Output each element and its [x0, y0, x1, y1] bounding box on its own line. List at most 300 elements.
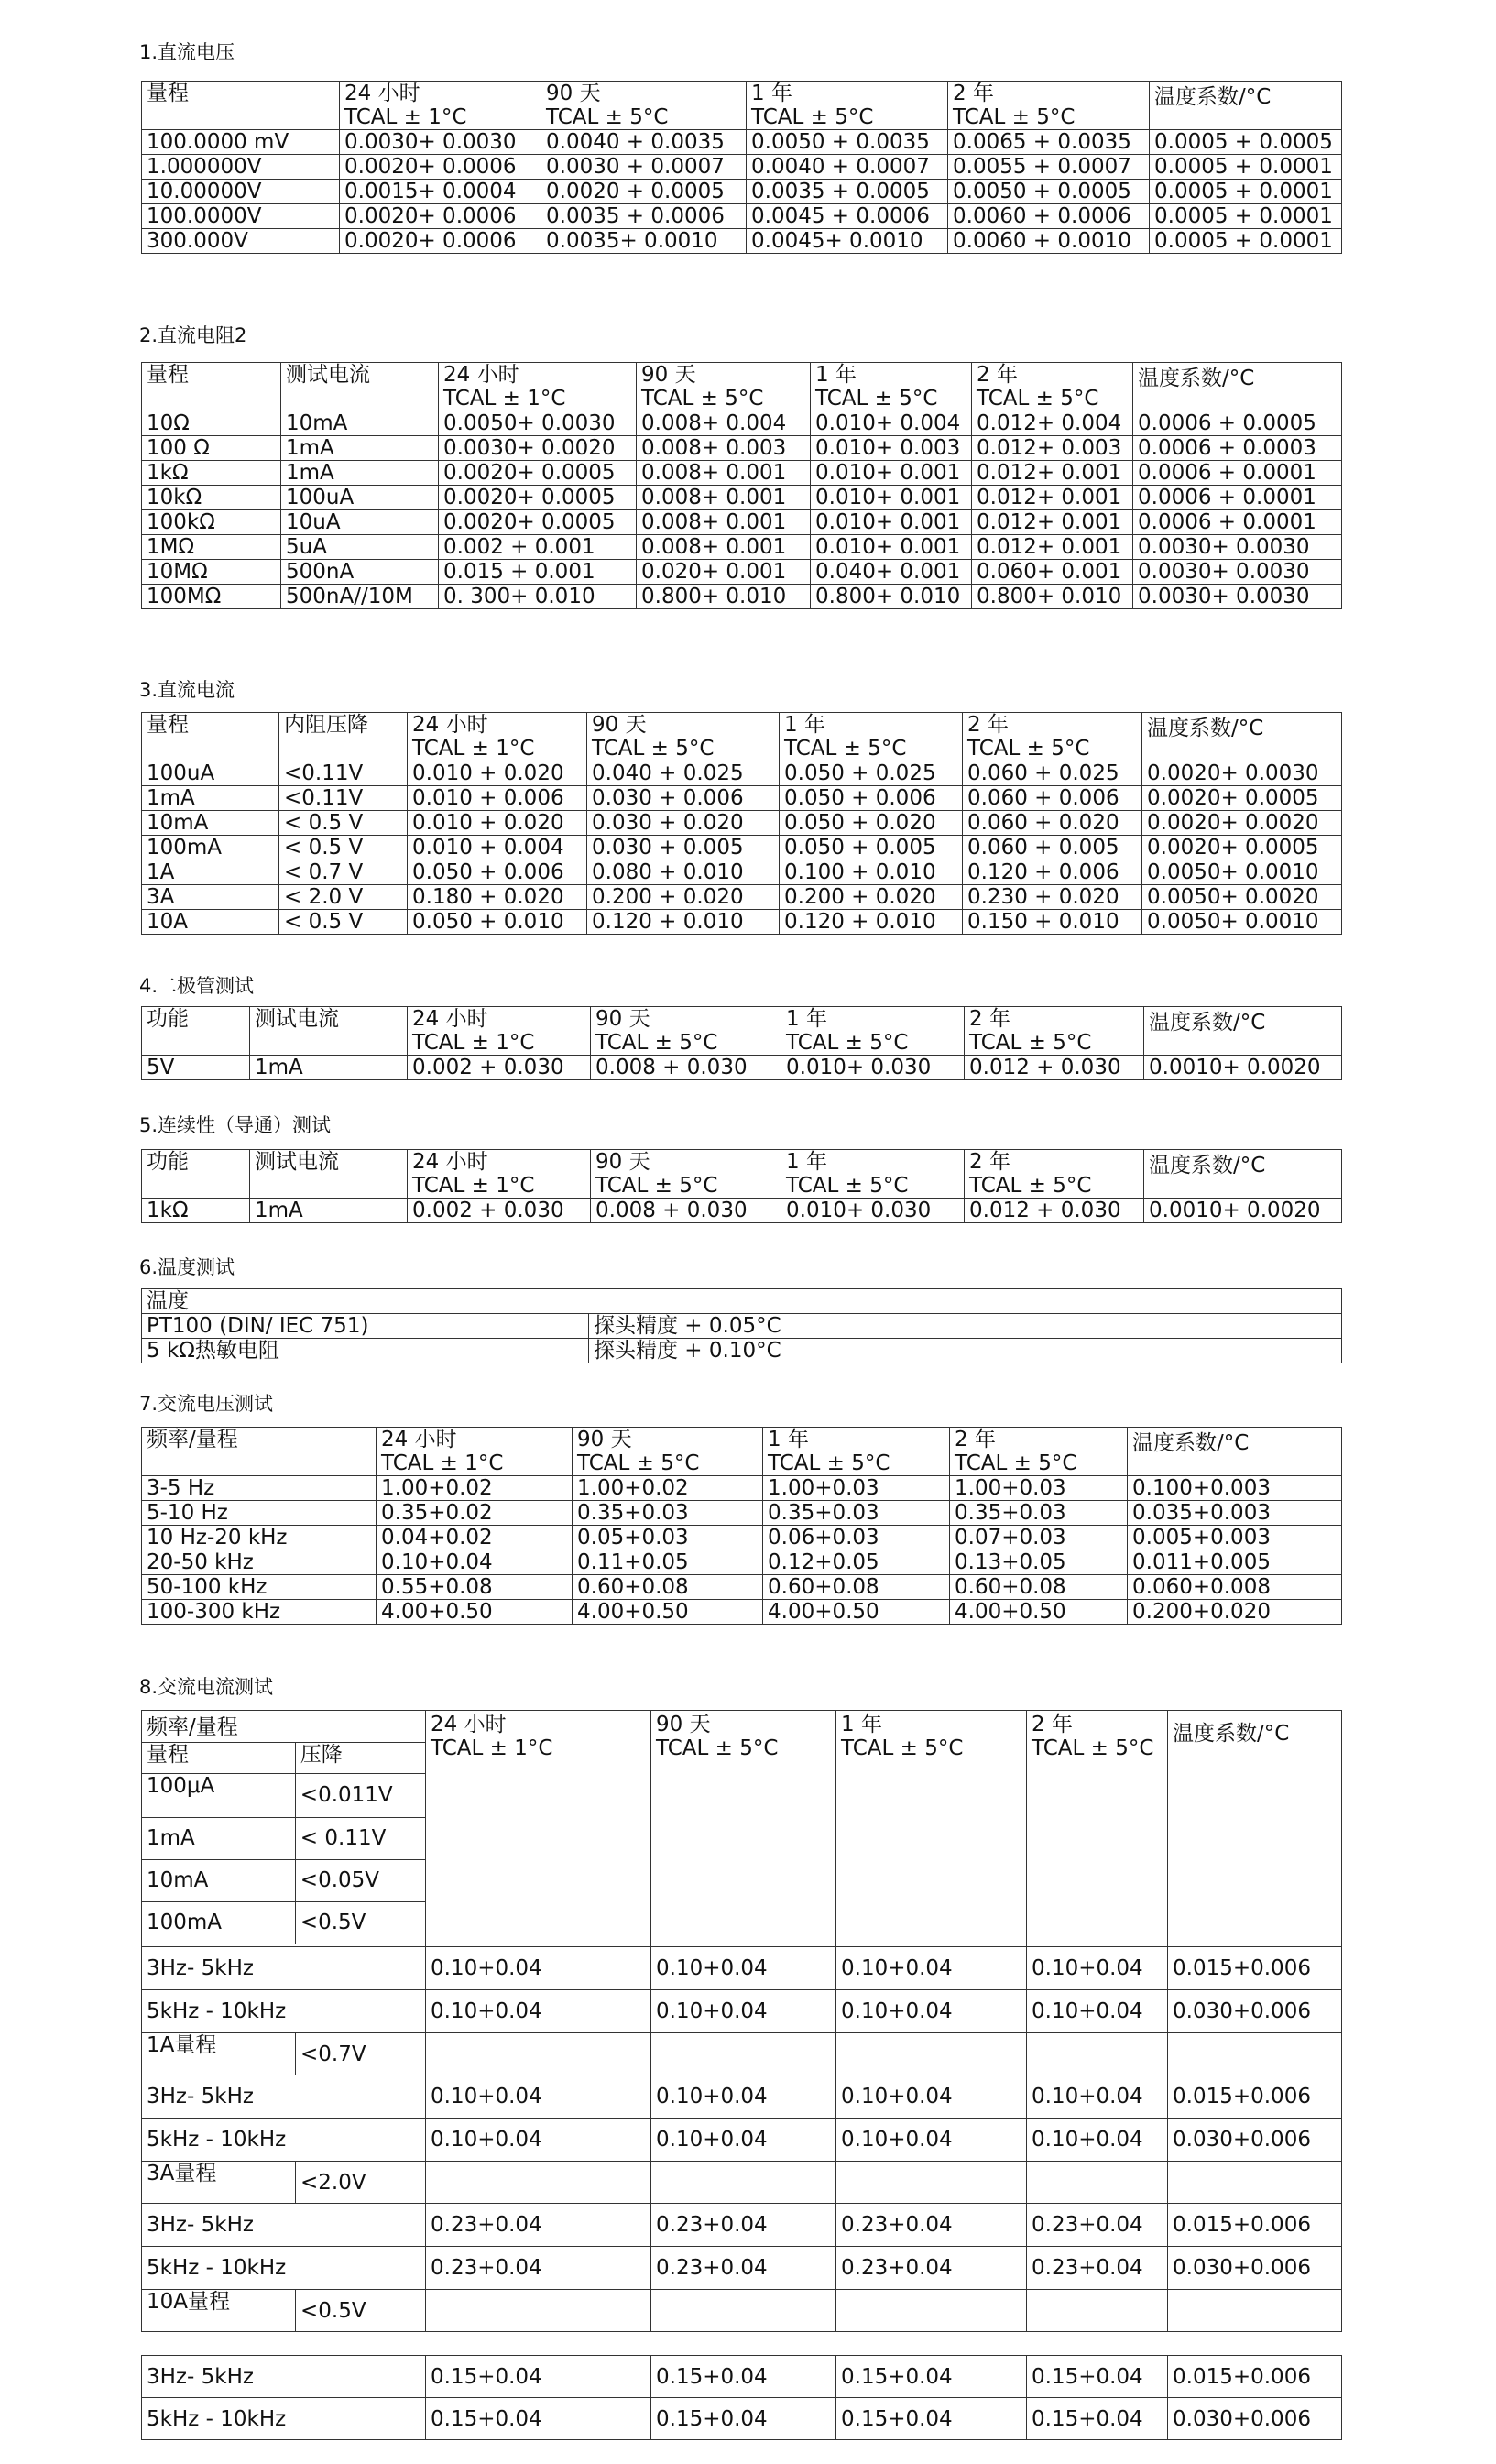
table-cell: 0.800+ 0.010: [811, 585, 972, 609]
table-cell: 0.012 + 0.030: [965, 1199, 1144, 1223]
table-cell: 0.008+ 0.001: [637, 461, 811, 486]
table-row: [142, 560, 1342, 585]
table-cell: 10 Hz-20 kHz: [142, 1526, 377, 1550]
small-range-drop: < 0.11V: [295, 1817, 425, 1859]
table-cell: 1MΩ: [142, 535, 281, 560]
table-cell: 0.0005 + 0.0005: [1150, 130, 1342, 155]
header-period-cell: 90 天 TCAL ± 5°C: [591, 1150, 781, 1199]
table-cell: 0.008+ 0.001: [637, 535, 811, 560]
accuracy-cell: 0.23+0.04: [651, 2247, 836, 2290]
header-tempco-cell: 温度系数/°C: [1142, 713, 1342, 761]
table-cell: 0.05+0.03: [573, 1526, 763, 1550]
accuracy-cell: 0.10+0.04: [836, 2119, 1027, 2162]
freq-band-cell: 5kHz - 10kHz: [142, 1990, 426, 2033]
header-row: [142, 363, 1342, 411]
sensor-thermistor: 5 kΩ热敏电阻: [142, 1339, 589, 1363]
accuracy-cell: 0.10+0.04: [426, 2075, 651, 2119]
table-row: [142, 510, 1342, 535]
table-cell: 0.030 + 0.005: [587, 836, 780, 860]
table-cell: 0.230 + 0.020: [963, 885, 1142, 910]
ac-header-90d: 90 天 TCAL ± 5°C: [651, 1711, 836, 1947]
table-cell: 0.012 + 0.030: [965, 1056, 1144, 1080]
table-cell: 0.0006 + 0.0003: [1133, 436, 1342, 461]
accuracy-cell: 0.015+0.006: [1168, 1947, 1342, 1990]
header-period-cell: 24 小时 TCAL ± 1°C: [408, 1007, 591, 1056]
header-cell: 量程: [142, 82, 340, 130]
table-row: [142, 761, 1342, 786]
header-period-cell: 2 年 TCAL ± 5°C: [950, 1428, 1128, 1476]
freq-row: [142, 2075, 1342, 2119]
table-cell: 0.06+0.03: [763, 1526, 950, 1550]
accuracy-cell: 0.23+0.04: [426, 2247, 651, 2290]
table-cell: 0.050 + 0.006: [780, 786, 963, 811]
table-cell: 0.010 + 0.004: [408, 836, 587, 860]
table-cell: 10.00000V: [142, 180, 340, 204]
range-10a-drop: <0.5V: [296, 2290, 426, 2332]
table-cell: 0.010+ 0.001: [811, 486, 972, 510]
table-cell: 0.008 + 0.030: [591, 1199, 781, 1223]
table-cell: 0.050 + 0.010: [408, 910, 587, 935]
table-cell: 500nA: [281, 560, 439, 585]
table-cell: 0.030 + 0.006: [587, 786, 780, 811]
table-row: [142, 155, 1342, 180]
header-period-cell: 2 年 TCAL ± 5°C: [965, 1150, 1144, 1199]
header-period-cell: 2 年 TCAL ± 5°C: [948, 82, 1150, 130]
table-cell: 1mA: [142, 786, 279, 811]
table-row: [142, 229, 1342, 254]
table-cell: 4.00+0.50: [573, 1600, 763, 1625]
table-cell: 0.010+ 0.001: [811, 461, 972, 486]
table-cell: 0.0045+ 0.0010: [747, 229, 948, 254]
table-cell: 0.008 + 0.030: [591, 1056, 781, 1080]
section-title-dc-resistance: 2.直流电阻2: [139, 324, 247, 346]
table-cell: 0.0060 + 0.0010: [948, 229, 1150, 254]
table-cell: 0.800+ 0.010: [972, 585, 1133, 609]
table-cell: 0.010+ 0.001: [811, 535, 972, 560]
table-row: [142, 1501, 1342, 1526]
table-cell: 0.0006 + 0.0005: [1133, 411, 1342, 436]
table-cell: 0.0060 + 0.0006: [948, 204, 1150, 229]
table-cell: 100 Ω: [142, 436, 281, 461]
table-cell: 0.0020+ 0.0006: [340, 155, 541, 180]
table-cell: 0.0040 + 0.0007: [747, 155, 948, 180]
table-cell: 0.200 + 0.020: [780, 885, 963, 910]
table-cell: 0.060 + 0.005: [963, 836, 1142, 860]
table-cell: 0.0030+ 0.0030: [1133, 585, 1342, 609]
table-cell: <0.11V: [279, 786, 408, 811]
table-cell: 1mA: [281, 461, 439, 486]
header-tempco-cell: 温度系数/°C: [1144, 1150, 1342, 1199]
header-period-cell: 2 年 TCAL ± 5°C: [963, 713, 1142, 761]
dc-resistance-table: [141, 362, 1342, 609]
table-cell: 0.030 + 0.020: [587, 811, 780, 836]
header-tempco-cell: 温度系数/°C: [1150, 82, 1342, 130]
ac-header-2y: 2 年 TCAL ± 5°C: [1027, 1711, 1168, 1947]
table-cell: 0.150 + 0.010: [963, 910, 1142, 935]
freq-row: [142, 2119, 1342, 2162]
table-cell: 10MΩ: [142, 560, 281, 585]
table-cell: 100kΩ: [142, 510, 281, 535]
accuracy-cell: 0.15+0.04: [426, 2398, 651, 2440]
table-cell: 0.200+0.020: [1128, 1600, 1342, 1625]
table-cell: 0.060+ 0.001: [972, 560, 1133, 585]
ac-header-1y: 1 年 TCAL ± 5°C: [836, 1711, 1027, 1947]
table-cell: 10mA: [142, 811, 279, 836]
table-cell: 10A: [142, 910, 279, 935]
freq-band-cell: 3Hz- 5kHz: [142, 2204, 426, 2247]
accuracy-cell: 0.10+0.04: [426, 2119, 651, 2162]
table-cell: < 0.5 V: [279, 836, 408, 860]
table-cell: 0.008+ 0.001: [637, 486, 811, 510]
table-row: [142, 486, 1342, 510]
table-cell: < 0.5 V: [279, 910, 408, 935]
table-cell: < 2.0 V: [279, 885, 408, 910]
table-cell: 0.015 + 0.001: [439, 560, 637, 585]
freq-band-cell: 3Hz- 5kHz: [142, 1947, 426, 1990]
range-1a-drop: <0.7V: [296, 2033, 426, 2075]
table-row: [142, 811, 1342, 836]
table-cell: 20-50 kHz: [142, 1550, 377, 1575]
header-tempco-cell: 温度系数/°C: [1144, 1007, 1342, 1056]
table-cell: 1.00+0.03: [763, 1476, 950, 1501]
table-cell: 10mA: [281, 411, 439, 436]
table-cell: 0.010 + 0.020: [408, 811, 587, 836]
header-row: [142, 82, 1342, 130]
table-cell: 0.0035 + 0.0005: [747, 180, 948, 204]
dc-current-table: [141, 712, 1342, 935]
table-cell: 0.0010+ 0.0020: [1144, 1199, 1342, 1223]
table-cell: 0.080 + 0.010: [587, 860, 780, 885]
table-cell: 0.050 + 0.020: [780, 811, 963, 836]
header-row: [142, 1007, 1342, 1056]
table-cell: 0.60+0.08: [950, 1575, 1128, 1600]
table-cell: 0.100 + 0.010: [780, 860, 963, 885]
drop-label: 压降: [295, 1742, 425, 1773]
table-cell: 0.002 + 0.001: [439, 535, 637, 560]
freq-row: [142, 1990, 1342, 2033]
table-cell: 10Ω: [142, 411, 281, 436]
table-row: [142, 1056, 1342, 1080]
table-cell: 0.0030+ 0.0030: [1133, 560, 1342, 585]
accuracy-cell: 0.23+0.04: [836, 2247, 1027, 2290]
table-cell: 0.55+0.08: [377, 1575, 573, 1600]
table-cell: 0.0030+ 0.0020: [439, 436, 637, 461]
header-cell: 量程: [142, 363, 281, 411]
header-period-cell: 24 小时 TCAL ± 1°C: [408, 713, 587, 761]
section-title-temperature-test: 6.温度测试: [139, 1256, 235, 1278]
table-cell: 100.0000V: [142, 204, 340, 229]
table-cell: 5uA: [281, 535, 439, 560]
table-cell: 10uA: [281, 510, 439, 535]
table-row: [142, 411, 1342, 436]
header-period-cell: 24 小时 TCAL ± 1°C: [439, 363, 637, 411]
table-cell: 0.0065 + 0.0035: [948, 130, 1150, 155]
table-cell: 0.60+0.08: [763, 1575, 950, 1600]
accuracy-cell: 0.015+0.006: [1168, 2204, 1342, 2247]
table-cell: 0.10+0.04: [377, 1550, 573, 1575]
accuracy-cell: 0.10+0.04: [1027, 2119, 1168, 2162]
table-cell: 0.35+0.02: [377, 1501, 573, 1526]
accuracy-cell: 0.10+0.04: [426, 1990, 651, 2033]
table-cell: 1kΩ: [142, 1199, 250, 1223]
table-cell: 0.0005 + 0.0001: [1150, 155, 1342, 180]
table-cell: 0.0006 + 0.0001: [1133, 461, 1342, 486]
table-cell: 0.010+ 0.030: [781, 1199, 965, 1223]
table-row: [142, 786, 1342, 811]
table-cell: 0.008+ 0.001: [637, 510, 811, 535]
table-cell: 0.020+ 0.001: [637, 560, 811, 585]
ac-current-table: [141, 1710, 1342, 2332]
freq-band-cell: 5kHz - 10kHz: [142, 2247, 426, 2290]
accuracy-cell: 0.15+0.04: [651, 2398, 836, 2440]
table-cell: 0.0005 + 0.0001: [1150, 180, 1342, 204]
table-cell: 0.010+ 0.004: [811, 411, 972, 436]
table-cell: 0.050 + 0.005: [780, 836, 963, 860]
header-tempco-cell: 温度系数/°C: [1133, 363, 1342, 411]
accuracy-cell: 0.030+0.006: [1168, 1990, 1342, 2033]
table-cell: 100mA: [142, 836, 279, 860]
table-cell: 50-100 kHz: [142, 1575, 377, 1600]
table-cell: 0.0020+ 0.0005: [439, 510, 637, 535]
table-cell: 0.010 + 0.020: [408, 761, 587, 786]
table-cell: 0.0050+ 0.0010: [1142, 910, 1342, 935]
table-cell: 0. 300+ 0.010: [439, 585, 637, 609]
table-cell: 0.0050 + 0.0005: [948, 180, 1150, 204]
table-cell: 0.60+0.08: [573, 1575, 763, 1600]
table-cell: 0.010+ 0.001: [811, 510, 972, 535]
small-range-drop: <0.5V: [295, 1901, 425, 1944]
table-cell: 0.0020+ 0.0005: [1142, 836, 1342, 860]
table-cell: 0.0020 + 0.0005: [541, 180, 747, 204]
freq-band-cell: 3Hz- 5kHz: [142, 2356, 426, 2398]
accuracy-cell: 0.15+0.04: [1027, 2356, 1168, 2398]
header-cell: 量程: [142, 713, 279, 761]
table-cell: 0.0035+ 0.0010: [541, 229, 747, 254]
table-row: [142, 910, 1342, 935]
table-row: [142, 1575, 1342, 1600]
table-cell: 3-5 Hz: [142, 1476, 377, 1501]
table-cell: 0.035+0.003: [1128, 1501, 1342, 1526]
table-cell: 0.060 + 0.006: [963, 786, 1142, 811]
accuracy-cell: 0.15+0.04: [1027, 2398, 1168, 2440]
table-cell: 0.0030+ 0.0030: [340, 130, 541, 155]
table-row: [142, 836, 1342, 860]
header-period-cell: 24 小时 TCAL ± 1°C: [408, 1150, 591, 1199]
accuracy-cell: 0.15+0.04: [836, 2356, 1027, 2398]
diode-test-table: [141, 1006, 1342, 1080]
header-period-cell: 1 年 TCAL ± 5°C: [780, 713, 963, 761]
table-cell: 500nA//10M: [281, 585, 439, 609]
header-cell: 测试电流: [281, 363, 439, 411]
table-cell: 0.200 + 0.020: [587, 885, 780, 910]
table-row: [142, 1199, 1342, 1223]
range-label: 量程: [142, 1742, 295, 1773]
accuracy-cell: 0.10+0.04: [836, 1990, 1027, 2033]
accuracy-cell: 0.23+0.04: [426, 2204, 651, 2247]
table-cell: 0.002 + 0.030: [408, 1199, 591, 1223]
table-cell: 0.0006 + 0.0001: [1133, 510, 1342, 535]
accuracy-cell: 0.10+0.04: [651, 1990, 836, 2033]
table-cell: 5V: [142, 1056, 250, 1080]
table-cell: 0.050 + 0.025: [780, 761, 963, 786]
table-row: [142, 436, 1342, 461]
table-cell: 1A: [142, 860, 279, 885]
table-row: [142, 461, 1342, 486]
table-cell: 0.120 + 0.006: [963, 860, 1142, 885]
freq-row: [142, 2356, 1342, 2398]
table-cell: 0.0045 + 0.0006: [747, 204, 948, 229]
table-cell: 1mA: [250, 1056, 408, 1080]
table-cell: 0.0015+ 0.0004: [340, 180, 541, 204]
table-cell: 1.00+0.03: [950, 1476, 1128, 1501]
header-cell: 测试电流: [250, 1007, 408, 1056]
table-cell: 0.120 + 0.010: [780, 910, 963, 935]
freq-row: [142, 2247, 1342, 2290]
table-cell: 0.010+ 0.003: [811, 436, 972, 461]
table-cell: 0.0010+ 0.0020: [1144, 1056, 1342, 1080]
table-cell: 0.0020+ 0.0020: [1142, 811, 1342, 836]
header-period-cell: 2 年 TCAL ± 5°C: [972, 363, 1133, 411]
section-title-continuity-test: 5.连续性（导通）测试: [139, 1114, 332, 1136]
ac-voltage-table: [141, 1427, 1342, 1625]
table-cell: 4.00+0.50: [377, 1600, 573, 1625]
table-cell: 1kΩ: [142, 461, 281, 486]
table-cell: 300.000V: [142, 229, 340, 254]
table-cell: 0.040 + 0.025: [587, 761, 780, 786]
header-period-cell: 2 年 TCAL ± 5°C: [965, 1007, 1144, 1056]
table-cell: 0.0050+ 0.0030: [439, 411, 637, 436]
accuracy-cell: 0.10+0.04: [651, 1947, 836, 1990]
table-cell: 0.04+0.02: [377, 1526, 573, 1550]
table-cell: 0.0030 + 0.0007: [541, 155, 747, 180]
table-cell: 100MΩ: [142, 585, 281, 609]
table-cell: 0.005+0.003: [1128, 1526, 1342, 1550]
accuracy-cell: 0.10+0.04: [1027, 1990, 1168, 2033]
table-cell: 0.13+0.05: [950, 1550, 1128, 1575]
table-cell: 100uA: [142, 761, 279, 786]
range-1a: 1A量程: [142, 2033, 296, 2075]
accuracy-cell: 0.15+0.04: [426, 2356, 651, 2398]
table-cell: 0.011+0.005: [1128, 1550, 1342, 1575]
small-range: 100mA: [142, 1901, 295, 1944]
header-period-cell: 90 天 TCAL ± 5°C: [637, 363, 811, 411]
header-period-cell: 24 小时 TCAL ± 1°C: [377, 1428, 573, 1476]
header-period-cell: 1 年 TCAL ± 5°C: [811, 363, 972, 411]
accuracy-cell: 0.015+0.006: [1168, 2356, 1342, 2398]
table-cell: 1.00+0.02: [573, 1476, 763, 1501]
continuity-test-table: [141, 1149, 1342, 1223]
table-cell: 0.060 + 0.020: [963, 811, 1142, 836]
table-cell: 3A: [142, 885, 279, 910]
table-cell: 0.040+ 0.001: [811, 560, 972, 585]
table-cell: 0.0020+ 0.0005: [1142, 786, 1342, 811]
table-cell: 0.35+0.03: [763, 1501, 950, 1526]
table-cell: 100-300 kHz: [142, 1600, 377, 1625]
table-cell: 0.0020+ 0.0006: [340, 229, 541, 254]
accuracy-cell: 0.015+0.006: [1168, 2075, 1342, 2119]
table-cell: 1.00+0.02: [377, 1476, 573, 1501]
small-range-drop: <0.011V: [295, 1773, 425, 1817]
dc-voltage-table: [141, 81, 1342, 254]
table-cell: 0.800+ 0.010: [637, 585, 811, 609]
table-cell: 4.00+0.50: [763, 1600, 950, 1625]
table-cell: 0.008+ 0.004: [637, 411, 811, 436]
header-row: [142, 1150, 1342, 1199]
table-cell: 0.012+ 0.001: [972, 510, 1133, 535]
accuracy-cell: 0.10+0.04: [651, 2075, 836, 2119]
table-cell: 0.0005 + 0.0001: [1150, 204, 1342, 229]
table-cell: 0.11+0.05: [573, 1550, 763, 1575]
section-title-dc-current: 3.直流电流: [139, 679, 235, 701]
freq-row: [142, 2398, 1342, 2440]
header-period-cell: 1 年 TCAL ± 5°C: [781, 1150, 965, 1199]
table-cell: 0.050 + 0.006: [408, 860, 587, 885]
section-title-dc-voltage: 1.直流电压: [139, 41, 235, 63]
small-range: 100μA: [142, 1773, 295, 1817]
header-row: [142, 1428, 1342, 1476]
table-cell: 0.35+0.03: [573, 1501, 763, 1526]
accuracy-cell: 0.10+0.04: [836, 1947, 1027, 1990]
table-row: [142, 535, 1342, 560]
table-cell: 0.0020+ 0.0006: [340, 204, 541, 229]
range-10a: 10A量程: [142, 2290, 296, 2332]
accuracy-thermistor: 探头精度 + 0.10°C: [589, 1339, 1342, 1363]
table-cell: 0.0050 + 0.0035: [747, 130, 948, 155]
header-cell: 测试电流: [250, 1150, 408, 1199]
accuracy-cell: 0.10+0.04: [651, 2119, 836, 2162]
header-cell: 频率/量程: [142, 1428, 377, 1476]
table-cell: 0.0020+ 0.0005: [439, 486, 637, 510]
table-row: [142, 130, 1342, 155]
table-row: [142, 885, 1342, 910]
accuracy-pt100: 探头精度 + 0.05°C: [589, 1314, 1342, 1339]
accuracy-cell: 0.10+0.04: [426, 1947, 651, 1990]
table-cell: 1.000000V: [142, 155, 340, 180]
table-row: [142, 180, 1342, 204]
header-tempco-cell: 温度系数/°C: [1128, 1428, 1342, 1476]
table-cell: 100.0000 mV: [142, 130, 340, 155]
header-period-cell: 90 天 TCAL ± 5°C: [587, 713, 780, 761]
table-cell: 0.008+ 0.003: [637, 436, 811, 461]
header-period-cell: 1 年 TCAL ± 5°C: [747, 82, 948, 130]
sensor-pt100: PT100 (DIN/ IEC 751): [142, 1314, 589, 1339]
accuracy-cell: 0.030+0.006: [1168, 2247, 1342, 2290]
table-cell: 0.010 + 0.006: [408, 786, 587, 811]
accuracy-cell: 0.10+0.04: [1027, 1947, 1168, 1990]
table-cell: 0.060+0.008: [1128, 1575, 1342, 1600]
range-3a: 3A量程: [142, 2162, 296, 2204]
table-cell: 0.0020+ 0.0005: [439, 461, 637, 486]
accuracy-cell: 0.030+0.006: [1168, 2398, 1342, 2440]
table-cell: 1mA: [250, 1199, 408, 1223]
table-row: [142, 204, 1342, 229]
table-cell: 0.0040 + 0.0035: [541, 130, 747, 155]
accuracy-cell: 0.23+0.04: [1027, 2247, 1168, 2290]
table-row: [142, 585, 1342, 609]
small-range: 10mA: [142, 1859, 295, 1901]
accuracy-cell: 0.15+0.04: [836, 2398, 1027, 2440]
table-cell: 0.010+ 0.030: [781, 1056, 965, 1080]
section-title-ac-current: 8.交流电流测试: [139, 1676, 274, 1698]
table-row: [142, 860, 1342, 885]
accuracy-cell: 0.23+0.04: [651, 2204, 836, 2247]
table-cell: 4.00+0.50: [950, 1600, 1128, 1625]
small-range: 1mA: [142, 1817, 295, 1859]
temperature-header: 温度: [142, 1289, 1342, 1314]
table-cell: 0.180 + 0.020: [408, 885, 587, 910]
table-cell: 5-10 Hz: [142, 1501, 377, 1526]
section-title-ac-voltage: 7.交流电压测试: [139, 1393, 274, 1415]
